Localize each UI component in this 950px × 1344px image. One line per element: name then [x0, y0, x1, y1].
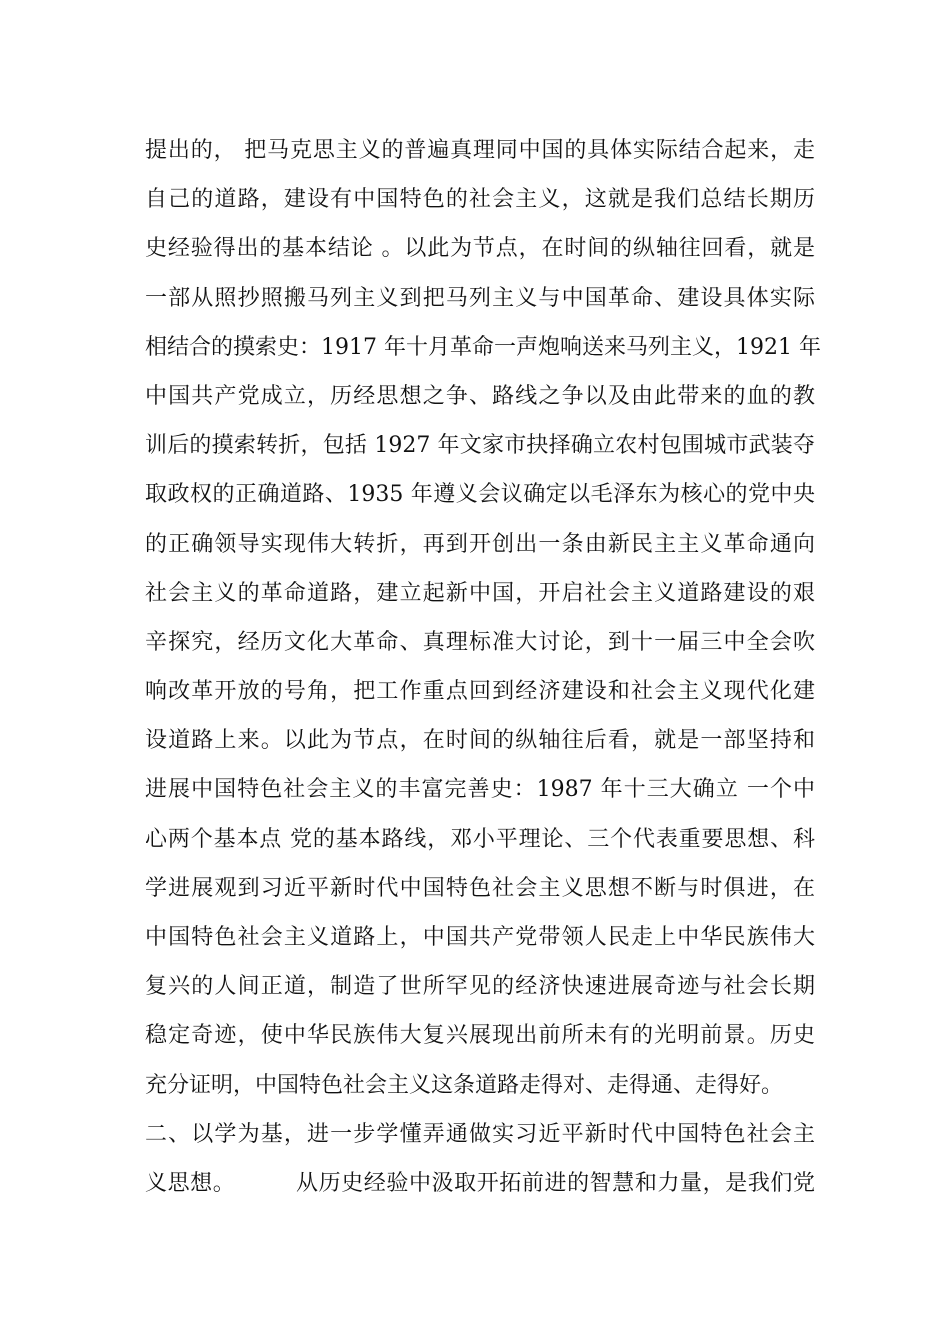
body-text: [145, 126, 821, 1208]
text-line: 社会主义的革命道路，建立起新中国，开启社会主义道路建设的艰: [145, 580, 815, 606]
text-line: 自己的道路，建设有中国特色的社会主义，这就是我们总结长期历: [145, 187, 815, 213]
text-line: 史经验得出的基本结论 。以此为节点，在时间的纵轴往回看，就是: [145, 236, 815, 262]
text-line: 设道路上来。以此为节点，在时间的纵轴往后看，就是一部坚持和: [145, 728, 815, 754]
text-line: 辛探究，经历文化大革命、真理标准大讨论，到十一届三中全会吹: [145, 629, 815, 655]
section-heading-line: 二、以学为基，进一步学懂弄通做实习近平新时代中国特色社会主: [145, 1121, 815, 1147]
text-line: 一部从照抄照搬马列主义到把马列主义与中国革命、建设具体实际: [145, 285, 815, 311]
text-line: 心两个基本点 党的基本路线，邓小平理论、三个代表重要思想、科: [145, 826, 815, 852]
text-line: 复兴的人间正道，制造了世所罕见的经济快速进展奇迹与社会长期: [145, 974, 815, 1000]
text-line: 中国共产党成立，历经思想之争、路线之争以及由此带来的血的教: [145, 383, 815, 409]
text-line: 训后的摸索转折，包括 1927 年文家市抉择确立农村包围城市武装夺: [145, 433, 815, 459]
text-line: 学进展观到习近平新时代中国特色社会主义思想不断与时俱进，在: [145, 875, 815, 901]
text-line: 相结合的摸索史：1917 年十月革命一声炮响送来马列主义，1921 年: [145, 334, 821, 360]
text-line: 的正确领导实现伟大转折，再到开创出一条由新民主主义革命通向: [145, 531, 815, 557]
text-line: 中国特色社会主义道路上，中国共产党带领人民走上中华民族伟大: [145, 925, 815, 950]
text-line: 取政权的正确道路、1935 年遵义会议确定以毛泽东为核心的党中央: [145, 482, 815, 508]
text-line: 进展中国特色社会主义的丰富完善史：1987 年十三大确立 一个中: [145, 777, 815, 803]
text-line: 稳定奇迹，使中华民族伟大复兴展现出前所未有的光明前景。历史: [145, 1023, 815, 1049]
text-line: 提出的， 把马克思主义的普遍真理同中国的具体实际结合起来，走: [145, 138, 815, 163]
text-line: 充分证明，中国特色社会主义这条道路走得对、走得通、走得好。: [145, 1072, 784, 1098]
text-line: 响改革开放的号角，把工作重点回到经济建设和社会主义现代化建: [145, 679, 815, 705]
text-line: 义思想。 从历史经验中汲取开拓前进的智慧和力量，是我们党: [145, 1170, 815, 1196]
